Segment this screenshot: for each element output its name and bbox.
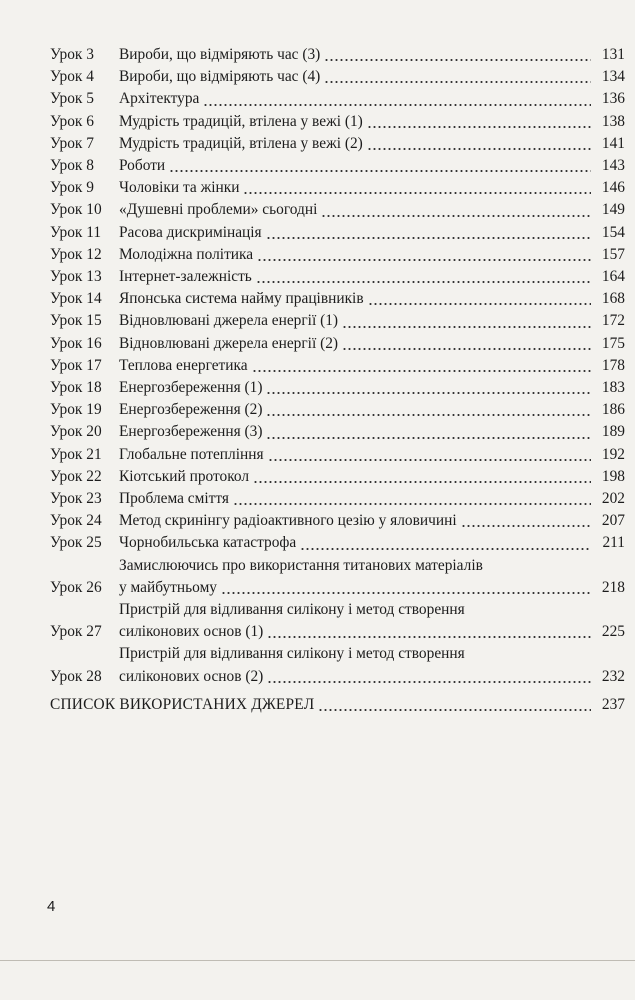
dot-leader	[221, 592, 591, 594]
page-number-ref: 178	[601, 356, 625, 374]
toc-entry[interactable]	[50, 288, 625, 310]
lesson-title: силіконових основ (2)	[119, 667, 264, 685]
lesson-label: Урок 14	[50, 290, 102, 308]
page-number-ref: 218	[601, 578, 625, 596]
dot-leader	[233, 503, 591, 505]
lesson-title: Інтернет-залежність	[119, 268, 252, 286]
lesson-label: Урок 22	[50, 467, 102, 485]
page-number-ref: 183	[601, 379, 625, 397]
page-number-ref: 154	[601, 223, 625, 241]
page-number: 4	[47, 898, 56, 915]
dot-leader	[324, 59, 591, 61]
page-number-ref: 207	[601, 512, 625, 530]
dot-leader	[300, 548, 591, 550]
lesson-label: Урок 21	[50, 445, 102, 463]
toc-entry[interactable]	[50, 155, 625, 177]
dot-leader	[266, 237, 591, 239]
page-number-ref: 211	[602, 534, 625, 552]
dot-leader	[368, 303, 591, 305]
toc-entry[interactable]	[50, 555, 625, 599]
toc-entry[interactable]	[50, 199, 625, 221]
lesson-label: Урок 6	[50, 112, 94, 130]
lesson-label: Урок 27	[50, 623, 102, 641]
page-number-ref: 149	[601, 201, 625, 219]
lesson-title: Енергозбереження (1)	[119, 379, 263, 397]
toc-entry[interactable]	[50, 643, 625, 687]
lesson-title: Пристрій для відливання силікону і метод створення	[119, 601, 465, 619]
lesson-label: Урок 18	[50, 379, 102, 397]
table-of-contents	[50, 44, 625, 688]
dot-leader	[324, 81, 591, 83]
dot-leader	[461, 525, 591, 527]
dot-leader	[321, 215, 591, 217]
page-number-ref: 141	[601, 134, 625, 152]
lesson-label: Урок 10	[50, 201, 102, 219]
lesson-label: Урок 12	[50, 245, 102, 263]
page-number-ref: 225	[601, 623, 625, 641]
dot-leader	[367, 126, 591, 128]
lesson-title: Відновлювані джерела енергії (2)	[119, 334, 339, 352]
page-number-ref: 138	[601, 112, 625, 130]
toc-entry[interactable]	[50, 355, 625, 377]
toc-entry[interactable]	[50, 177, 625, 199]
page-number-ref: 202	[601, 490, 625, 508]
toc-entry[interactable]	[50, 310, 625, 332]
toc-entry[interactable]	[50, 44, 625, 66]
page-number-ref: 131	[601, 46, 625, 63]
toc-entry[interactable]	[50, 510, 625, 532]
lesson-label: Урок 13	[50, 268, 102, 286]
lesson-label: Урок 20	[50, 423, 102, 441]
lesson-label: Урок 25	[50, 534, 102, 552]
page-edge	[0, 960, 635, 961]
toc-entry[interactable]	[50, 466, 625, 488]
toc-entry[interactable]	[50, 599, 625, 643]
lesson-title: Проблема сміття	[119, 490, 229, 508]
dot-leader	[318, 709, 591, 711]
dot-leader	[203, 104, 591, 106]
lesson-title: Енергозбереження (2)	[119, 401, 263, 419]
dot-leader	[266, 437, 591, 439]
page-number-ref: 134	[601, 68, 625, 86]
page-number-ref: 157	[601, 245, 625, 263]
toc-entry[interactable]	[50, 133, 625, 155]
lesson-title: Глобальне потепління	[119, 445, 264, 463]
lesson-label: Урок 4	[50, 68, 94, 86]
dot-leader	[243, 192, 591, 194]
dot-leader	[253, 481, 591, 483]
lesson-label: Урок 23	[50, 490, 102, 508]
lesson-title: Вироби, що відміряють час (3)	[119, 46, 321, 63]
page-number-ref: 192	[601, 445, 625, 463]
toc-entry[interactable]	[50, 88, 625, 110]
toc-entry[interactable]	[50, 421, 625, 443]
lesson-title: Молодіжна політика	[119, 245, 254, 263]
dot-leader	[267, 681, 591, 683]
dot-leader	[256, 281, 591, 283]
toc-entry[interactable]	[50, 111, 625, 133]
toc-entry[interactable]	[50, 532, 625, 554]
lesson-title: Відновлювані джерела енергії (1)	[119, 312, 339, 330]
lesson-title: Архітектура	[119, 90, 200, 108]
lesson-title: Мудрість традицій, втілена у вежі (2)	[119, 134, 363, 152]
dot-leader	[169, 170, 591, 172]
lesson-title: Расова дискримінація	[119, 223, 262, 241]
toc-entry[interactable]	[50, 66, 625, 88]
toc-entry[interactable]	[50, 222, 625, 244]
lesson-title: Чоловіки та жінки	[119, 179, 240, 197]
lesson-label: Урок 5	[50, 90, 94, 108]
lesson-label: Урок 24	[50, 512, 102, 530]
page-number-ref: 168	[601, 290, 625, 308]
dot-leader	[266, 392, 591, 394]
dot-leader	[266, 414, 591, 416]
lesson-title: Кіотський протокол	[119, 467, 250, 485]
page-number-ref: 198	[601, 467, 625, 485]
lesson-title: у майбутньому	[119, 578, 218, 596]
lesson-title: Теплова енергетика	[119, 356, 248, 374]
toc-entry[interactable]	[50, 488, 625, 510]
lesson-label: Урок 8	[50, 157, 94, 175]
lesson-title: Метод скринінгу радіоактивного цезію у яловичині	[119, 512, 457, 530]
toc-entry[interactable]	[50, 266, 625, 288]
dot-leader	[257, 259, 591, 261]
lesson-label: Урок 7	[50, 134, 94, 152]
lesson-title: Замислюючись про використання титанових матеріалів	[119, 556, 483, 574]
lesson-label: Урок 15	[50, 312, 102, 330]
lesson-title: Вироби, що відміряють час (4)	[119, 68, 321, 86]
sources-title: СПИСОК ВИКОРИСТАНИХ ДЖЕРЕЛ	[50, 696, 315, 713]
page-number-ref: 136	[601, 90, 625, 108]
toc-entry[interactable]	[50, 399, 625, 421]
page-number-ref: 175	[601, 334, 625, 352]
dot-leader	[342, 348, 591, 350]
sources-page-number: 237	[601, 696, 625, 713]
lesson-label: Урок 17	[50, 356, 102, 374]
lesson-title: «Душевні проблеми» сьогодні	[119, 201, 318, 219]
lesson-title: Енергозбереження (3)	[119, 423, 263, 441]
lesson-title: Пристрій для відливання силікону і метод створення	[119, 645, 465, 663]
lesson-label: Урок 19	[50, 401, 102, 419]
page-number-ref: 186	[601, 401, 625, 419]
lesson-label: Урок 9	[50, 179, 94, 197]
page-number-ref: 143	[601, 157, 625, 175]
lesson-label: Урок 26	[50, 578, 102, 596]
dot-leader	[367, 148, 591, 150]
toc-entry[interactable]	[50, 244, 625, 266]
lesson-title: силіконових основ (1)	[119, 623, 264, 641]
page-number-ref: 232	[601, 667, 625, 685]
dot-leader	[268, 459, 591, 461]
toc-entry[interactable]	[50, 377, 625, 399]
page-number-ref: 172	[601, 312, 625, 330]
dot-leader	[267, 636, 591, 638]
lesson-title: Мудрість традицій, втілена у вежі (1)	[119, 112, 363, 130]
lesson-label: Урок 11	[50, 223, 102, 241]
sources-entry[interactable]	[50, 694, 625, 716]
dot-leader	[342, 326, 591, 328]
page-number-ref: 146	[601, 179, 625, 197]
dot-leader	[252, 370, 591, 372]
toc-entry[interactable]	[50, 444, 625, 466]
page-number-ref: 189	[601, 423, 625, 441]
lesson-title: Японська система найму працівників	[119, 290, 364, 308]
lesson-label: Урок 16	[50, 334, 102, 352]
toc-entry[interactable]	[50, 333, 625, 355]
lesson-title: Чорнобильська катастрофа	[119, 534, 297, 552]
lesson-label: Урок 28	[50, 667, 102, 685]
page-number-ref: 164	[601, 268, 625, 286]
lesson-label: Урок 3	[50, 46, 94, 63]
lesson-title: Роботи	[119, 157, 166, 175]
